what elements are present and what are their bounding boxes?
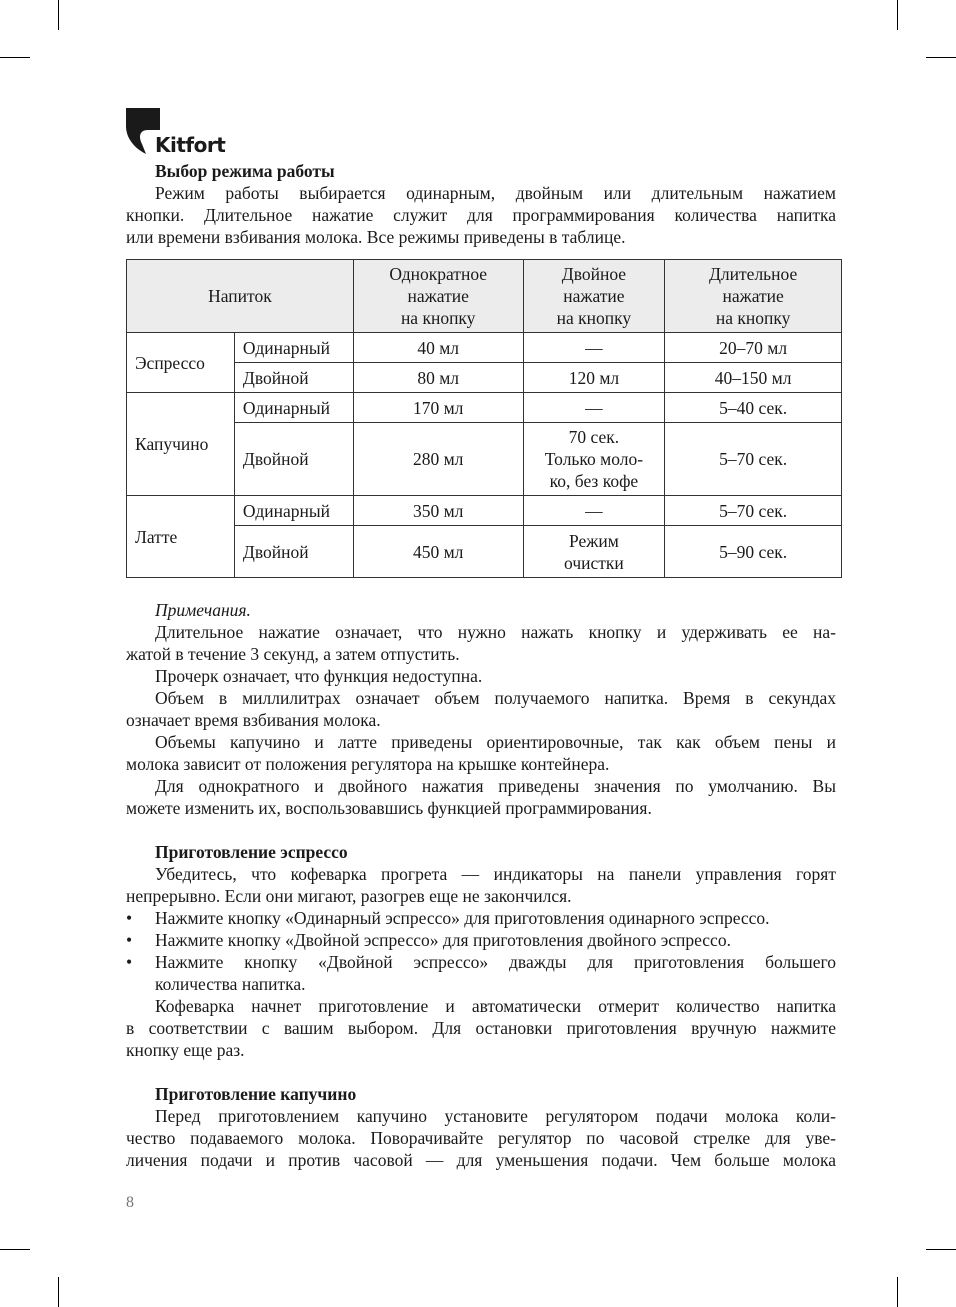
table-row <box>127 526 842 578</box>
crop-mark <box>58 0 59 30</box>
text-line: жатой в течение 3 секунд, а затем отпустить. <box>126 644 460 664</box>
text-line: Прочерк означает, что функция недоступна. <box>155 666 483 686</box>
text-line: Кофеварка начнет приготовление и автоматически отмерит количество напитка <box>155 996 836 1016</box>
text-line: Для однократного и двойного нажатия приведены значения по умолчанию. Вы <box>155 776 836 796</box>
type-cell: Двойной <box>234 363 353 393</box>
section-title: Приготовление капучино <box>155 1084 357 1104</box>
section-title: Выбор режима работы <box>155 161 335 181</box>
text-line: Режим работы выбирается одинарным, двойным или длительным нажатием <box>155 183 836 203</box>
page-number: 8 <box>126 1194 134 1211</box>
table-row <box>127 363 842 393</box>
header-double-press: Двойное нажатие на кнопку <box>523 260 665 333</box>
table-row <box>127 393 842 423</box>
text-line: количества напитка. <box>155 974 306 994</box>
text-line <box>126 907 836 929</box>
value-cell: 5–70 сек. <box>665 496 842 526</box>
value-cell: 20–70 мл <box>665 333 842 363</box>
type-cell: Одинарный <box>234 333 353 363</box>
section1-intro <box>126 182 836 248</box>
section2-intro <box>126 863 836 907</box>
bullet-icon: • <box>126 952 133 972</box>
text-line: Перед приготовлением капучино установите регулятором подачи молока коли- <box>155 1106 836 1126</box>
notes-label: Примечания. <box>155 600 251 620</box>
modes-table <box>126 259 842 578</box>
value-cell: — <box>523 496 665 526</box>
value-cell: — <box>523 333 665 363</box>
bullet-icon: • <box>126 908 133 928</box>
bullet-text: Нажмите кнопку «Двойной эспрессо» дважды для приготовления большего <box>155 952 836 972</box>
value-cell: 5–40 сек. <box>665 393 842 423</box>
value-cell: 5–70 сек. <box>665 423 842 496</box>
crop-mark <box>0 57 30 58</box>
text-line: чество подаваемого молока. Поворачивайте регулятор по часовой стрелке для уве- <box>126 1128 836 1148</box>
type-cell: Одинарный <box>234 496 353 526</box>
crop-mark <box>897 1277 898 1307</box>
crop-mark <box>926 57 956 58</box>
text-line: личения подачи и против часовой — для уменьшения подачи. Чем больше молока <box>126 1150 836 1170</box>
table-row <box>127 333 842 363</box>
crop-mark <box>926 1249 956 1250</box>
bullet-text: Нажмите кнопку «Двойной эспрессо» для приготовления двойного эспрессо. <box>155 930 731 950</box>
text-line: можете изменить их, воспользовавшись функцией программирования. <box>126 798 652 818</box>
text-line: кнопку еще раз. <box>126 1040 245 1060</box>
crop-mark <box>897 0 898 30</box>
text-line: Убедитесь, что кофеварка прогрета — индикаторы на панели управления горят <box>155 864 836 884</box>
value-cell: 40–150 мл <box>665 363 842 393</box>
section-title: Приготовление эспрессо <box>155 842 348 862</box>
value-cell: 40 мл <box>353 333 523 363</box>
value-cell: 80 мл <box>353 363 523 393</box>
value-cell: Режим очистки <box>523 526 665 578</box>
text-line: означает время взбивания молока. <box>126 710 381 730</box>
text-line: Объемы капучино и латте приведены ориентировочные, так как объем пены и <box>155 732 836 752</box>
value-cell: 170 мл <box>353 393 523 423</box>
header-long-press: Длительное нажатие на кнопку <box>665 260 842 333</box>
table-row <box>127 496 842 526</box>
text-line <box>126 951 836 973</box>
type-cell: Двойной <box>234 423 353 496</box>
value-cell: 5–90 сек. <box>665 526 842 578</box>
type-cell: Двойной <box>234 526 353 578</box>
header-single-press: Однократное нажатие на кнопку <box>353 260 523 333</box>
notes-paragraphs <box>126 621 836 819</box>
crop-mark <box>0 1249 30 1250</box>
text-line: молока зависит от положения регулятора на крышке контейнера. <box>126 754 610 774</box>
drink-cell: Эспрессо <box>127 333 235 393</box>
drink-cell: Капучино <box>127 393 235 496</box>
bullet-icon: • <box>126 930 133 950</box>
value-cell: 450 мл <box>353 526 523 578</box>
crop-mark <box>58 1277 59 1307</box>
section2-outro <box>126 995 836 1061</box>
text-line: Объем в миллилитрах означает объем получаемого напитка. Время в секундах <box>155 688 836 708</box>
value-cell: 350 мл <box>353 496 523 526</box>
value-cell: — <box>523 393 665 423</box>
text-line: Длительное нажатие означает, что нужно нажать кнопку и удерживать ее на- <box>155 622 836 642</box>
table-header-row <box>127 260 842 333</box>
text-line: или времени взбивания молока. Все режимы приведены в таблице. <box>126 227 626 247</box>
section3-intro <box>126 1105 836 1171</box>
text-line: кнопки. Длительное нажатие служит для программирования количества напитка <box>126 205 836 225</box>
header-drink: Напиток <box>127 260 354 333</box>
value-cell: 70 сек. Только моло- ко, без кофе <box>523 423 665 496</box>
table-row <box>127 423 842 496</box>
bullet-text: Нажмите кнопку «Одинарный эспрессо» для приготовления одинарного эспрессо. <box>155 908 770 928</box>
text-line: непрерывно. Если они мигают, разогрев еще не закончился. <box>126 886 572 906</box>
value-cell: 120 мл <box>523 363 665 393</box>
brand-logo-text: Kitfort <box>155 133 226 157</box>
type-cell: Одинарный <box>234 393 353 423</box>
section2-bullets <box>126 907 836 995</box>
drink-cell: Латте <box>127 496 235 578</box>
value-cell: 280 мл <box>353 423 523 496</box>
text-line <box>126 929 836 951</box>
text-line: в соответствии с вашим выбором. Для остановки приготовления вручную нажмите <box>126 1018 836 1038</box>
